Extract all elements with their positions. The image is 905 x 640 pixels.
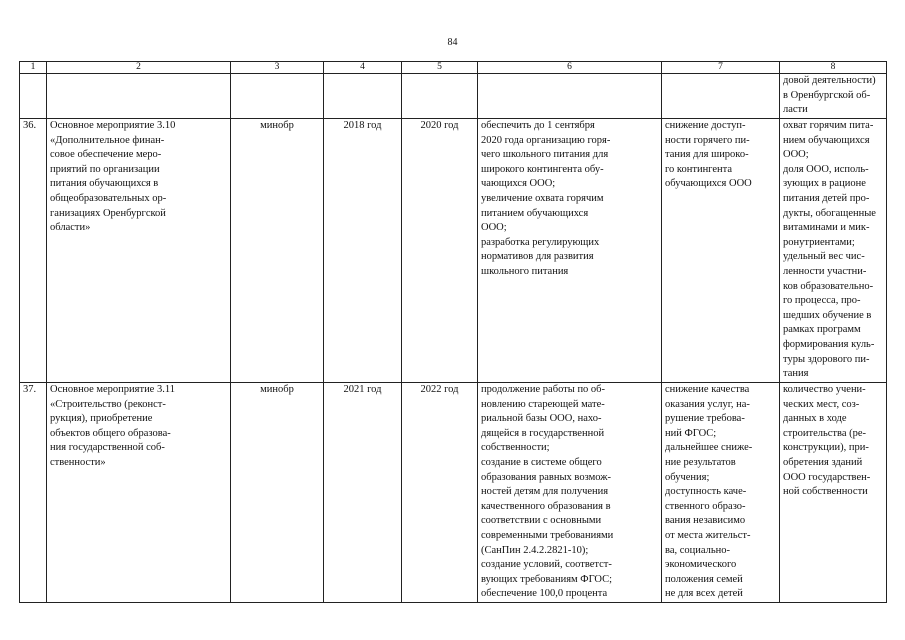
table-cell xyxy=(20,74,47,119)
measure-name-cell: Основное мероприятие 3.10 «Дополнительное финан- совое обеспечение меро- приятий по организации питания обучающихся в общеобразовательных ор- ганизациях Оренбургской области» xyxy=(47,119,231,383)
column-header: 7 xyxy=(662,62,780,74)
table-cell xyxy=(662,74,780,119)
measure-name-cell: Основное мероприятие 3.11 «Строительство (реконст- рукция), приобретение объектов общего образова- ния государственной соб- ственности» xyxy=(47,383,231,603)
page-number: 84 xyxy=(447,37,458,48)
continued-row xyxy=(20,74,887,119)
table-cell xyxy=(324,74,402,119)
table-cell xyxy=(47,74,231,119)
table-cell xyxy=(402,74,478,119)
consequences-cell: снижение качества оказания услуг, на- рушение требова- ний ФГОС; дальнейшее сниже- ние результатов обучения; доступность каче- ственного образо- вания независимо от места жительст- ва, социально- экономического положения семей не для всех детей xyxy=(662,383,780,603)
row-number: 36. xyxy=(20,119,47,383)
table-row xyxy=(20,383,887,603)
start-year-cell: 2021 год xyxy=(324,383,402,603)
column-header: 6 xyxy=(478,62,662,74)
indicators-cell: довой деятельности) в Оренбургской об- ласти xyxy=(780,74,887,119)
column-header: 5 xyxy=(402,62,478,74)
measures-table xyxy=(19,61,887,603)
expected-result-cell: обеспечить до 1 сентября 2020 года организацию горя- чего школьного питания для широкого контингента обу- чающихся ООО; увеличение охвата горячим питанием обучающихся ООО; разработка регулирующих нормативов для развития школьного питания xyxy=(478,119,662,383)
expected-result-cell: продолжение работы по об- новлению стареющей мате- риальной базы ООО, нахо- дящейся в государственной собственности; создание в системе общего образования равных возмож- ностей детям для получения качественного образования в соответствии с основными современными требованиями (СанПин 2.4.2.2821-10); создание условий, соответст- вующих требованиям ФГОС; обеспечение 100,0 процента xyxy=(478,383,662,603)
column-header: 1 xyxy=(20,62,47,74)
indicators-cell: количество учени- ческих мест, соз- данных в ходе строительства (ре- конструкции), при- обретения зданий ООО государствен- ной собственности xyxy=(780,383,887,603)
column-header: 4 xyxy=(324,62,402,74)
indicators-cell: охват горячим пита- нием обучающихся ООО; доля ООО, исполь- зующих в рационе питания детей про- дукты, обогащенные витаминами и мик- ронутриентами; удельный вес чис- ленности участни- ков образовательно- го процесса, про- шедших обучение в рамках программ формирования куль- туры здорового пи- тания xyxy=(780,119,887,383)
executor-cell: минобр xyxy=(231,119,324,383)
end-year-cell: 2022 год xyxy=(402,383,478,603)
end-year-cell: 2020 год xyxy=(402,119,478,383)
start-year-cell: 2018 год xyxy=(324,119,402,383)
table-cell xyxy=(478,74,662,119)
executor-cell: минобр xyxy=(231,383,324,603)
column-header-row xyxy=(20,62,887,74)
row-number: 37. xyxy=(20,383,47,603)
table-cell xyxy=(231,74,324,119)
column-header: 8 xyxy=(780,62,887,74)
column-header: 2 xyxy=(47,62,231,74)
column-header: 3 xyxy=(231,62,324,74)
consequences-cell: снижение доступ- ности горячего пи- тания для широко- го контингента обучающихся ООО xyxy=(662,119,780,383)
table-row xyxy=(20,119,887,383)
